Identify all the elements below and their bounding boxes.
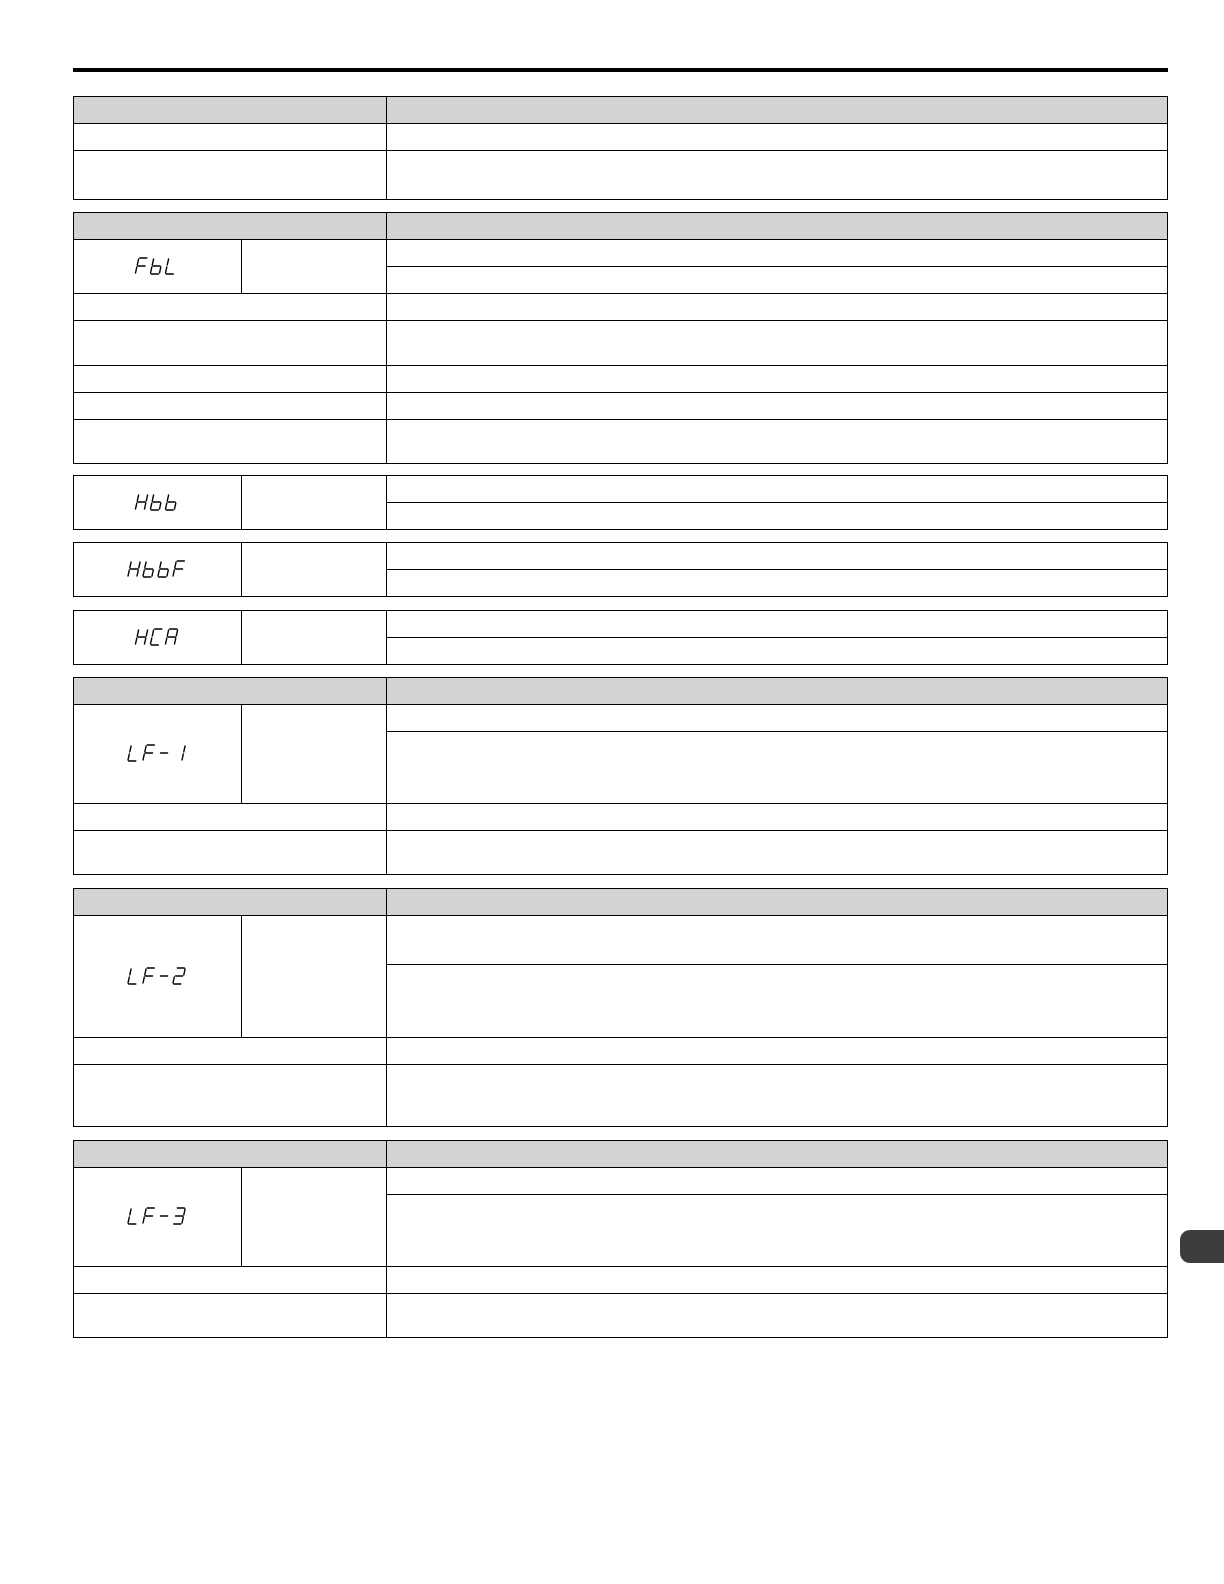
remedy-cell [387,1065,1168,1127]
remedy-cell [387,366,1168,393]
header-name-cell [387,678,1168,705]
fault-name-cell [242,916,387,1038]
segment-digit [165,259,173,274]
segment-digit [173,1208,184,1224]
fault-description-cell [387,1168,1168,1195]
cause-cell [74,1294,387,1338]
cause-cell [74,393,387,420]
fault-table-hbbf [73,542,1168,597]
header-display-cell [74,889,387,916]
digital-operator-display-cell [74,476,242,530]
cause-cell [74,124,387,151]
segment-digit [128,1209,136,1224]
digital-operator-display-cell [74,611,242,665]
header-display-cell [74,1141,387,1168]
fault-name-cell [242,1168,387,1267]
fault-table-fbl [73,212,1168,464]
seven-segment-display [128,626,188,650]
segment-digit [143,562,153,577]
cause-cell [74,804,387,831]
fault-name-cell [242,705,387,804]
cause-cell [74,366,387,393]
remedy-cell [387,124,1168,151]
digital-operator-display-cell [74,240,242,294]
fault-description-cell [387,732,1168,804]
segment-digit [165,495,175,510]
header-cause-cell [74,97,387,124]
cause-cell [74,1038,387,1065]
seven-segment-display [128,491,188,515]
fault-description-cell [387,611,1168,638]
digital-operator-display-cell [74,1168,242,1267]
seven-segment-display [128,255,188,279]
fault-table-lf-1 [73,677,1168,875]
top-rule [73,68,1168,72]
fault-name-cell [242,611,387,665]
fault-name-cell [242,476,387,530]
fault-description-cell [387,476,1168,503]
segment-digit [150,259,160,274]
digital-operator-display-cell [74,543,242,597]
digital-operator-display-cell [74,916,242,1038]
segment-digit [135,630,147,644]
fault-description-cell [387,503,1168,530]
fault-description-cell [387,570,1168,597]
segment-digit [128,562,140,576]
fault-description-cell [387,267,1168,294]
cause-cell [74,294,387,321]
cause-cell [74,1267,387,1294]
fault-description-cell [387,965,1168,1038]
remedy-cell [387,1038,1168,1065]
segment-digit [173,968,185,984]
segment-digit [135,258,146,273]
segment-digit [173,561,184,576]
cause-cell [74,831,387,875]
fault-description-cell [387,543,1168,570]
remedy-cell [387,831,1168,875]
seven-segment-display [123,965,193,989]
segment-digit [150,495,160,510]
fault-name-cell [242,543,387,597]
segment-digit [128,969,136,984]
fault-name-cell [242,240,387,294]
header-remedy-cell [387,97,1168,124]
fault-description-cell [387,916,1168,965]
digital-operator-display-cell [74,705,242,804]
seven-segment-display [123,1205,193,1229]
fault-table-hbb [73,475,1168,530]
segment-digit [165,629,177,644]
fault-description-cell [387,240,1168,267]
remedy-cell [387,1267,1168,1294]
fault-description-cell [387,705,1168,732]
segment-digit [135,495,147,509]
chapter-tab-marker [1180,1230,1224,1263]
cause-cell [74,1065,387,1127]
seven-segment-display [123,558,193,582]
remedy-cell [387,393,1168,420]
header-name-cell [387,213,1168,240]
header-display-cell [74,678,387,705]
segment-digit [128,746,136,761]
fault-table-continued [73,96,1168,200]
fault-description-cell [387,638,1168,665]
segment-digit [143,745,154,760]
header-name-cell [387,889,1168,916]
remedy-cell [387,151,1168,200]
fault-table-lf-2 [73,888,1168,1127]
fault-table-hca [73,610,1168,665]
cause-cell [74,151,387,200]
header-display-cell [74,213,387,240]
segment-digit [182,746,185,760]
seven-segment-display [123,742,193,766]
remedy-cell [387,294,1168,321]
cause-cell [74,321,387,366]
segment-digit [143,968,154,983]
remedy-cell [387,321,1168,366]
fault-description-cell [387,1195,1168,1267]
fault-table-lf-3 [73,1140,1168,1338]
segment-digit [150,629,161,645]
cause-cell [74,420,387,464]
segment-digit [158,562,168,577]
remedy-cell [387,804,1168,831]
header-name-cell [387,1141,1168,1168]
remedy-cell [387,420,1168,464]
remedy-cell [387,1294,1168,1338]
segment-digit [143,1208,154,1223]
